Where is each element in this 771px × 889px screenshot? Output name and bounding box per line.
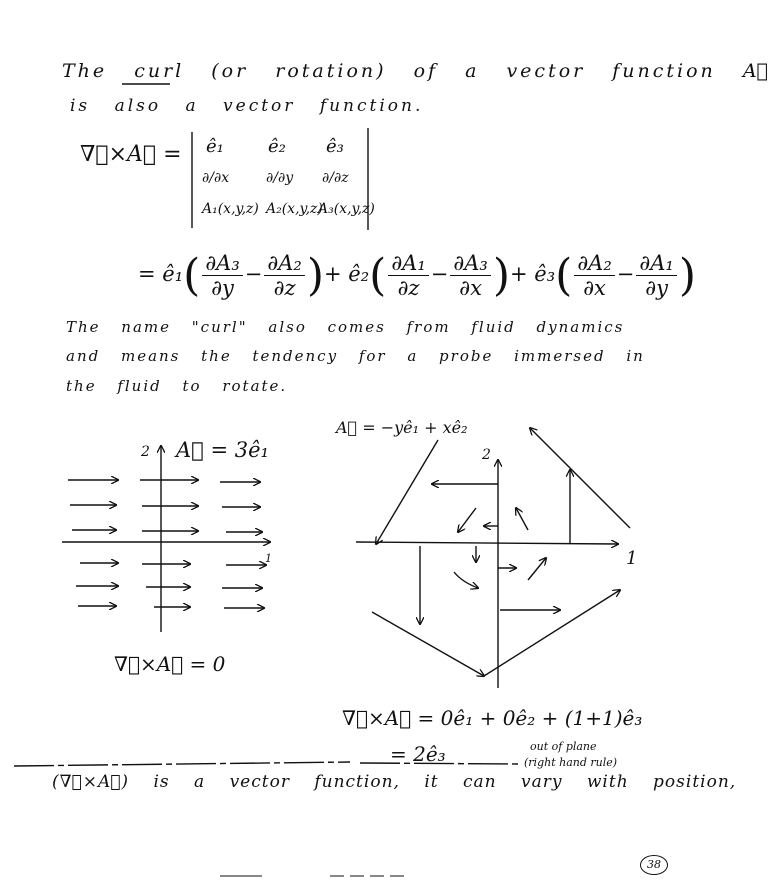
right-field-label: A⃗ = −yê₁ + xê₂ bbox=[336, 418, 468, 437]
right-axis-y-label: 2 bbox=[482, 447, 491, 463]
frac-2a: $\frac{\text{∂A₁}}{\partial z}$ bbox=[388, 251, 428, 300]
frac-3b: $\frac{\text{∂A₁}}{\partial y}$ bbox=[636, 251, 676, 300]
expansion-e2: ê₂ bbox=[348, 262, 370, 286]
explanation-line-3: the fluid to rotate. bbox=[66, 377, 288, 395]
frac-2b: $\frac{\text{∂A₃}}{\partial x}$ bbox=[450, 251, 490, 300]
det-e1: ê₁ bbox=[206, 136, 224, 157]
explanation-line-1: The name "curl" also comes from fluid dynamics bbox=[66, 318, 625, 336]
right-x-axis bbox=[356, 542, 618, 544]
page-number: 38 bbox=[640, 855, 668, 875]
result-line-1: ∇⃗×A⃗ = 0ê₁ + 0ê₂ + (1+1)ê₃ bbox=[342, 706, 643, 730]
right-axis-x-label: 1 bbox=[626, 548, 638, 569]
left-field-arrows bbox=[68, 480, 266, 608]
det-ddz: ∂/∂z bbox=[322, 170, 349, 186]
det-ddx: ∂/∂x bbox=[202, 170, 230, 186]
left-axis-label: 2 bbox=[141, 444, 150, 460]
separator-line bbox=[14, 762, 520, 766]
result-note-1: out of plane bbox=[530, 740, 597, 753]
footer-text: (∇⃗×A⃗) is a vector function, it can vary with position, bbox=[52, 772, 737, 792]
frac-1a: $\frac{\text{∂A₃}}{\partial y}$ bbox=[202, 251, 242, 300]
explanation-line-2: and means the tendency for a probe immersed in bbox=[66, 347, 645, 365]
intro-line-1: The curl (or rotation) of a vector function A⃗ bbox=[62, 60, 771, 82]
result-note-2: (right hand rule) bbox=[524, 756, 618, 769]
right-field-arrows bbox=[372, 428, 630, 676]
det-ddy: ∂/∂y bbox=[266, 170, 294, 186]
expansion-e1: ê₁ bbox=[162, 262, 184, 286]
frac-3a: $\frac{\text{∂A₂}}{\partial x}$ bbox=[574, 251, 614, 300]
expansion-equals: = bbox=[138, 262, 156, 286]
det-a1: A₁(x,y,z) bbox=[202, 201, 259, 217]
curl-lhs: ∇⃗×A⃗ = bbox=[80, 142, 182, 167]
left-field-label: A⃗ = 3ê₁ bbox=[176, 438, 269, 462]
curl-expansion: = ê₁( $\frac{\text{∂A₃}}{\partial y}$ − $\frac{\text{∂A₂}}{\partial z}$ )+ ê₂( $\frac{\text{∂A₁}}{\partial z}$ − $\frac{\text{∂A₃}}{\partial x}$ )+ ê₃( $\frac{\text{∂A₂}}{\partial x}$ − $\frac{\text{∂A₁}}{\partial y}$ ) bbox=[138, 250, 697, 301]
det-a3: A₃(x,y,z) bbox=[318, 201, 375, 217]
expansion-e3: ê₃ bbox=[534, 262, 556, 286]
intro-line-2: is also a vector function. bbox=[70, 96, 424, 116]
frac-1b: $\frac{\text{∂A₂}}{\partial z}$ bbox=[264, 251, 304, 300]
left-axis-right-label: 1 bbox=[265, 552, 272, 565]
result-line-2: = 2ê₃ bbox=[390, 742, 446, 766]
left-curl-result: ∇⃗×A⃗ = 0 bbox=[114, 652, 226, 676]
det-e3: ê₃ bbox=[326, 136, 344, 157]
det-a2: A₂(x,y,z) bbox=[266, 201, 323, 217]
det-e2: ê₂ bbox=[268, 136, 286, 157]
